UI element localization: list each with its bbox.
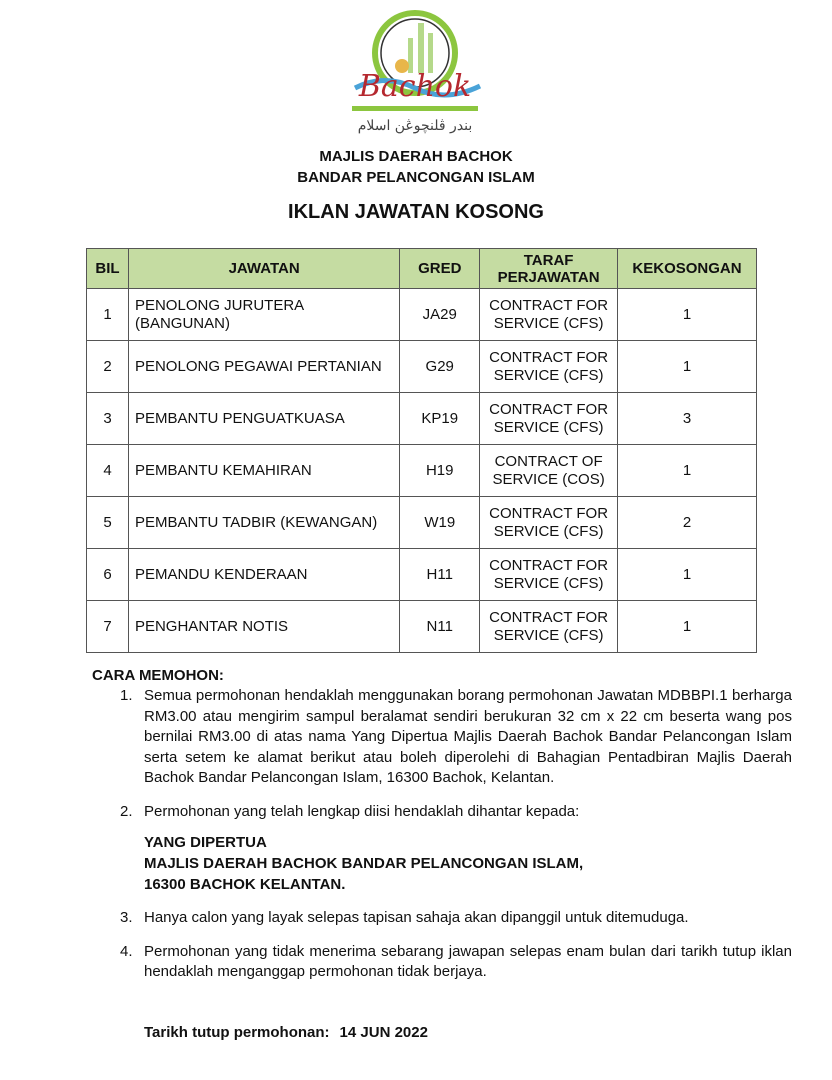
cell-jawatan <box>128 289 399 341</box>
address-line: YANG DIPERTUA <box>144 834 267 851</box>
cell-taraf <box>480 393 618 445</box>
bachok-logo <box>340 8 490 138</box>
taraf-line1: CONTRACT FOR <box>489 348 609 366</box>
address-line: 16300 BACHOK KELANTAN. <box>144 876 346 893</box>
instructions-heading: CARA MEMOHON: <box>92 667 224 684</box>
jawatan-line1: PEMBANTU PENGUATKUASA <box>134 409 345 427</box>
table-header-row <box>87 249 757 289</box>
closing-date-label: Tarikh tutup permohonan: <box>144 1024 330 1041</box>
taraf-line1: CONTRACT FOR <box>489 296 609 314</box>
mailing-address <box>144 832 792 895</box>
jawatan-line1: PENOLONG JURUTERA <box>134 296 305 314</box>
header-gred: GRED <box>400 249 480 289</box>
cell-taraf <box>480 601 618 653</box>
item-text: Hanya calon yang layak selepas tapisan sahaja akan dipanggil untuk ditemuduga. <box>144 909 689 926</box>
jawatan-line1: PEMBANTU TADBIR (KEWANGAN) <box>134 513 378 531</box>
cell-jawatan <box>128 601 399 653</box>
taraf-line1: CONTRACT FOR <box>489 400 609 418</box>
taraf-line1: CONTRACT FOR <box>489 504 609 522</box>
application-instructions <box>92 667 792 996</box>
cell-gred: JA29 <box>400 289 480 341</box>
jawatan-line1: PEMBANTU KEMAHIRAN <box>134 461 312 479</box>
cell-bil: 1 <box>87 289 129 341</box>
header-bil: BIL <box>87 249 129 289</box>
cell-kekosongan: 1 <box>618 601 757 653</box>
taraf-line2: SERVICE (CFS) <box>493 522 604 540</box>
cell-jawatan <box>128 341 399 393</box>
cell-taraf <box>480 341 618 393</box>
cell-jawatan <box>128 549 399 601</box>
instruction-item <box>92 802 792 896</box>
instruction-item <box>92 686 792 789</box>
cell-kekosongan: 1 <box>618 445 757 497</box>
header-kekosongan: KEKOSONGAN <box>618 249 757 289</box>
taraf-line2: SERVICE (CFS) <box>493 574 604 592</box>
item-text: Permohonan yang tidak menerima sebarang jawapan selepas enam bulan dari tarikh tutup iklan hendaklah menganggap permohonan tidak berjaya. <box>144 942 792 980</box>
cell-kekosongan: 2 <box>618 497 757 549</box>
svg-text:Bachok: Bachok <box>358 69 472 104</box>
cell-jawatan <box>128 393 399 445</box>
org-subtitle: BANDAR PELANCONGAN ISLAM <box>297 169 535 186</box>
instruction-item <box>92 908 792 929</box>
cell-bil: 6 <box>87 549 129 601</box>
table-row <box>87 497 757 549</box>
cell-jawatan <box>128 497 399 549</box>
table-row <box>87 549 757 601</box>
taraf-line1: CONTRACT FOR <box>489 608 609 626</box>
cell-taraf <box>480 445 618 497</box>
item-number: 3. <box>120 909 133 926</box>
item-text: Semua permohonan hendaklah menggunakan borang permohonan Jawatan MDBBPI.1 berharga RM3.00 atau mengirim sampul beralamat sendiri berukuran 32 cm x 22 cm beserta wang pos bernilai RM3.00 di atas nama Yang Dipertua Majlis Daerah Bachok Bandar Pelancongan Islam serta setem ke alamat berikut atau boleh diperolehi di Bahagian Pentadbiran Majlis Daerah Bachok Bandar Pelancongan Islam, 16300 Bachok, Kelantan. <box>144 687 792 786</box>
cell-kekosongan: 1 <box>618 289 757 341</box>
cell-kekosongan: 3 <box>618 393 757 445</box>
cell-gred: KP19 <box>400 393 480 445</box>
cell-gred: G29 <box>400 341 480 393</box>
header-taraf <box>480 249 618 289</box>
instruction-item <box>92 942 792 983</box>
item-text: Permohonan yang telah lengkap diisi hendaklah dihantar kepada: <box>144 802 580 820</box>
cell-bil: 5 <box>87 497 129 549</box>
table-row <box>87 341 757 393</box>
page-title: IKLAN JAWATAN KOSONG <box>288 201 544 223</box>
taraf-line1: CONTRACT OF <box>494 452 603 470</box>
jawatan-line1: PENOLONG PEGAWAI PERTANIAN <box>134 357 382 375</box>
table-row <box>87 393 757 445</box>
taraf-line2: SERVICE (COS) <box>492 470 605 488</box>
cell-taraf <box>480 497 618 549</box>
cell-bil: 3 <box>87 393 129 445</box>
org-name: MAJLIS DAERAH BACHOK <box>319 148 513 165</box>
cell-gred: N11 <box>400 601 480 653</box>
taraf-line2: SERVICE (CFS) <box>493 366 604 384</box>
cell-taraf <box>480 549 618 601</box>
taraf-line1: CONTRACT FOR <box>489 556 609 574</box>
cell-bil: 7 <box>87 601 129 653</box>
cell-jawatan <box>128 445 399 497</box>
closing-date <box>144 1024 438 1041</box>
taraf-line2: SERVICE (CFS) <box>493 626 604 644</box>
header-taraf-line2: PERJAWATAN <box>497 268 600 286</box>
table-row <box>87 289 757 341</box>
item-number: 1. <box>120 687 133 704</box>
taraf-line2: SERVICE (CFS) <box>493 314 604 332</box>
jawatan-line2: (BANGUNAN) <box>134 314 230 332</box>
svg-text:بندر ڤلنچوڠن اسلام: بندر ڤلنچوڠن اسلام <box>357 118 473 134</box>
vacancy-table <box>86 248 757 653</box>
cell-bil: 4 <box>87 445 129 497</box>
cell-kekosongan: 1 <box>618 549 757 601</box>
taraf-line2: SERVICE (CFS) <box>493 418 604 436</box>
cell-gred: W19 <box>400 497 480 549</box>
cell-bil: 2 <box>87 341 129 393</box>
item-number: 4. <box>120 942 133 960</box>
cell-gred: H19 <box>400 445 480 497</box>
table-row <box>87 445 757 497</box>
jawatan-line1: PEMANDU KENDERAAN <box>134 565 308 583</box>
table-row <box>87 601 757 653</box>
header-jawatan: JAWATAN <box>128 249 399 289</box>
header-taraf-line1: TARAF <box>523 251 574 269</box>
cell-gred: H11 <box>400 549 480 601</box>
cell-taraf <box>480 289 618 341</box>
closing-date-value: 14 JUN 2022 <box>339 1024 428 1041</box>
item-number: 2. <box>120 802 133 820</box>
cell-kekosongan: 1 <box>618 341 757 393</box>
address-line: MAJLIS DAERAH BACHOK BANDAR PELANCONGAN ISLAM, <box>144 855 584 872</box>
jawatan-line1: PENGHANTAR NOTIS <box>134 617 289 635</box>
